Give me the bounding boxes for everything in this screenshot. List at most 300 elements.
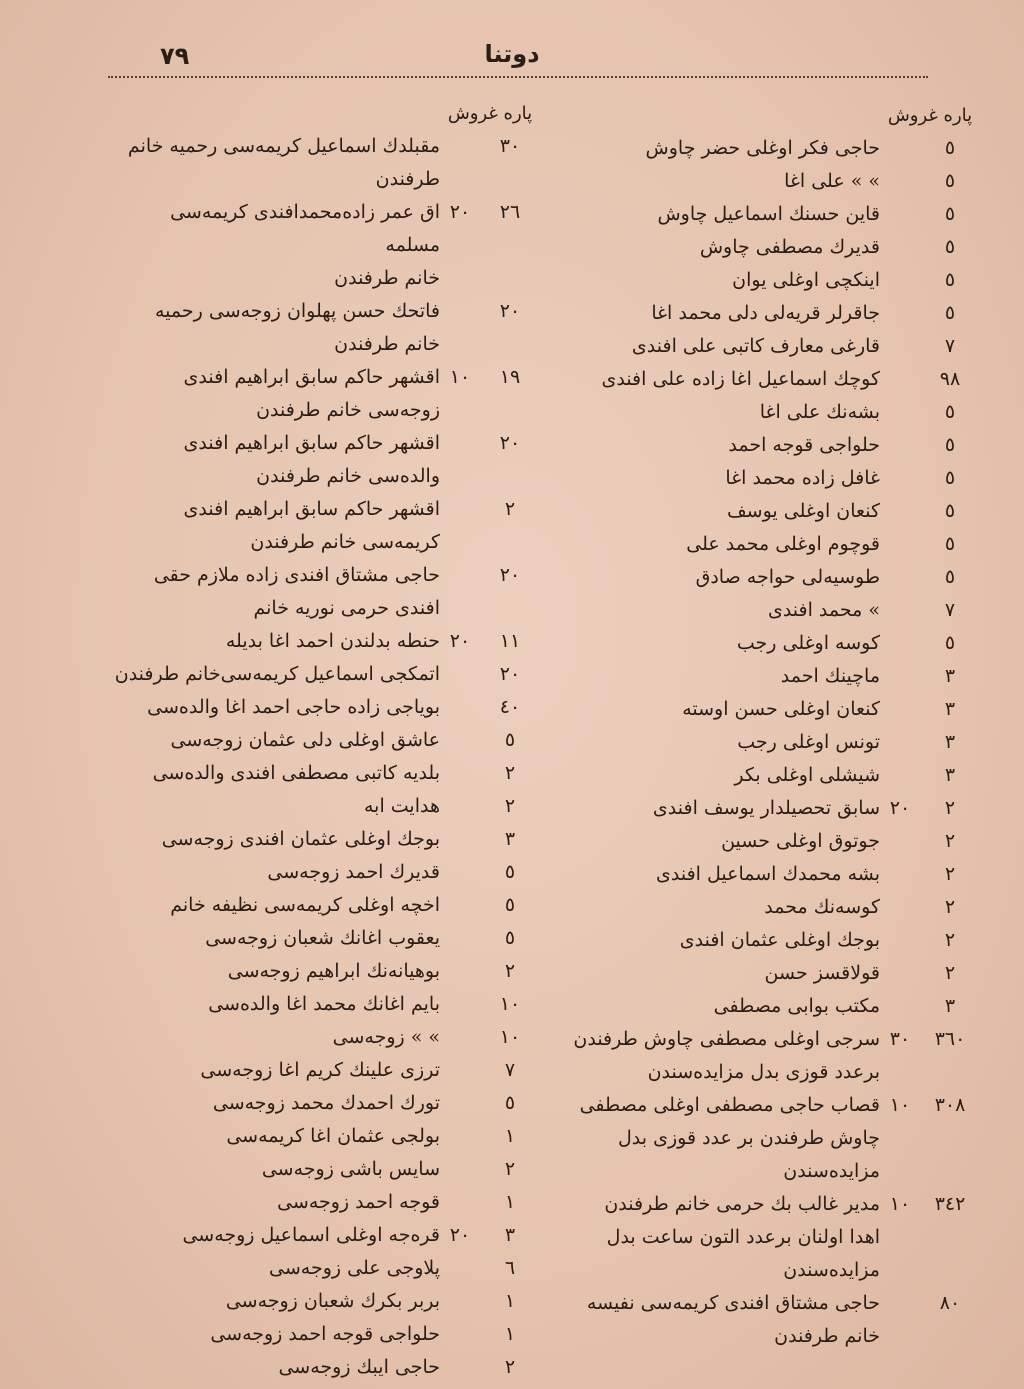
kurus-value: ٧: [944, 599, 956, 621]
donor-row: [560, 429, 980, 462]
amount-cell: [880, 660, 980, 693]
donor-row: [110, 1054, 540, 1087]
kurus-value: ٣٠٨: [934, 1094, 966, 1116]
para-value: [880, 1320, 920, 1353]
donor-row: [560, 858, 980, 891]
donor-name: حلواجی قوجه احمد زوجه‌سی: [210, 1323, 440, 1345]
para-value: [440, 790, 480, 823]
currency-header: پاره غروش: [447, 103, 533, 124]
donor-row: [110, 394, 540, 427]
amount-cell: [880, 528, 980, 561]
amount-cell: [440, 559, 540, 592]
kurus-value: [480, 526, 540, 559]
amount-cell: [440, 1318, 540, 1351]
para-value: [880, 396, 920, 429]
kurus-value: ٢٠: [499, 663, 521, 685]
amount-cell: [880, 165, 980, 198]
donor-row: [560, 132, 980, 165]
donor-name: قصاب حاجی مصطفی اوغلی مصطفی: [579, 1094, 880, 1116]
kurus-value: ٢٠: [499, 300, 521, 322]
donor-row: [560, 891, 980, 924]
donor-row: [560, 231, 980, 264]
para-value: [880, 924, 920, 957]
kurus-value: ١: [504, 1191, 516, 1213]
donor-name: فاتحك حسن پهلوان زوجه‌سی رحمیه: [155, 300, 440, 322]
kurus-value: ٥: [944, 533, 956, 555]
para-value: [440, 328, 480, 361]
amount-cell: [880, 858, 980, 891]
donor-name: چاوش طرفندن بر عدد قوزی بدل: [617, 1127, 880, 1149]
para-value: [880, 825, 920, 858]
donor-name: اق عمر زاده‌محمدافندی کریمه‌سی مسلمه: [170, 201, 440, 256]
kurus-value: ٧: [944, 335, 956, 357]
donor-name: سابق تحصیلدار یوسف افندی: [652, 797, 880, 819]
para-value: [440, 295, 480, 328]
donor-row: [110, 493, 540, 526]
donor-row: [110, 823, 540, 856]
para-value: [440, 394, 480, 427]
para-value: [440, 1153, 480, 1186]
donor-row: [560, 1155, 980, 1188]
donor-list: [560, 132, 980, 1353]
donor-name: حلواجی قوجه احمد: [728, 434, 880, 456]
donor-row: [560, 957, 980, 990]
amount-cell: [440, 460, 540, 493]
donor-row: [110, 790, 540, 823]
para-value: [440, 823, 480, 856]
donor-row: [110, 262, 540, 295]
donor-row: [110, 526, 540, 559]
donor-row: [560, 561, 980, 594]
donor-row: [110, 1120, 540, 1153]
donor-row: [560, 1287, 980, 1320]
donor-row: [110, 1219, 540, 1252]
para-value: [880, 429, 920, 462]
donor-row: [110, 1021, 540, 1054]
para-value: [440, 1054, 480, 1087]
donor-name: حنطه بدلندن احمد اغا بدیله: [225, 630, 440, 652]
donor-name: قره‌جه اوغلی اسماعیل زوجه‌سی: [182, 1224, 440, 1246]
amount-cell: [440, 988, 540, 1021]
donor-row: [560, 1188, 980, 1221]
para-value: [880, 462, 920, 495]
donor-name: مدیر غالب بك حرمی خانم طرفندن: [604, 1193, 880, 1215]
amount-cell: [880, 231, 980, 264]
amount-cell: [440, 262, 540, 295]
donor-name: بلدیه کاتبی مصطفی افندی والده‌سی: [152, 762, 440, 784]
donor-name: تونس اوغلی رجب: [737, 731, 880, 753]
kurus-value: ٢: [504, 762, 516, 784]
para-value: [880, 693, 920, 726]
para-value: [880, 231, 920, 264]
donor-name: حاجی مشتاق افندی کریمه‌سی نفیسه: [586, 1292, 880, 1314]
para-value: [440, 1021, 480, 1054]
donor-name: اقشهر حاکم سابق ابراهیم افندی: [183, 498, 440, 520]
kurus-value: ٥: [504, 861, 516, 883]
amount-cell: [880, 363, 980, 396]
amount-cell: [440, 658, 540, 691]
kurus-value: ٣: [504, 828, 516, 850]
donor-name: بربر بکرك شعبان زوجه‌سی: [225, 1290, 440, 1312]
donor-name: طرفندن: [375, 168, 440, 190]
kurus-value: ٣: [944, 995, 956, 1017]
currency-header: پاره غروش: [887, 105, 973, 126]
amount-cell: [880, 726, 980, 759]
donor-name: اهدا اولنان برعدد التون ساعت بدل: [606, 1226, 880, 1248]
kurus-value: ١٩: [499, 366, 521, 388]
donor-row: [110, 1351, 540, 1384]
donor-list: [110, 130, 540, 1384]
donor-name: طوسیه‌لی حواجه صادق: [695, 566, 880, 588]
para-value: [880, 363, 920, 396]
amount-cell: [880, 990, 980, 1023]
amount-cell: [880, 1155, 980, 1188]
kurus-value: [920, 1320, 980, 1353]
para-value: [880, 165, 920, 198]
donor-name: قولاقسز حسن: [764, 962, 880, 984]
donor-name: قاین حسنك اسماعیل چاوش: [657, 203, 880, 225]
amount-cell: [440, 1153, 540, 1186]
kurus-value: ٥: [504, 927, 516, 949]
donor-name: خانم طرفندن: [334, 333, 440, 355]
amount-cell: [440, 724, 540, 757]
kurus-value: ٣: [944, 665, 956, 687]
kurus-value: ٢: [944, 830, 956, 852]
para-value: ١٠: [889, 1094, 911, 1116]
donor-row: [110, 1087, 540, 1120]
donor-name: اتمکجی اسماعیل کریمه‌سی‌خانم طرفندن: [114, 663, 440, 685]
kurus-value: [920, 1254, 980, 1287]
kurus-value: ٢: [504, 795, 516, 817]
amount-cell: [880, 429, 980, 462]
para-value: [440, 130, 480, 163]
donor-name: حاجی ایبك زوجه‌سی: [278, 1356, 440, 1378]
para-value: [880, 957, 920, 990]
donor-name: کوسه‌نك محمد: [764, 896, 880, 918]
left-column: [110, 98, 540, 1384]
para-value: [880, 264, 920, 297]
amount-cell: [440, 493, 540, 526]
amount-cell: [440, 394, 540, 427]
amount-cell: [880, 264, 980, 297]
donor-row: [110, 922, 540, 955]
donor-row: [560, 1254, 980, 1287]
kurus-value: ٢: [504, 1158, 516, 1180]
kurus-value: [480, 592, 540, 625]
amount-cell: [440, 1285, 540, 1318]
kurus-value: ٥: [944, 566, 956, 588]
para-value: [880, 561, 920, 594]
donor-row: [110, 1153, 540, 1186]
donor-row: [110, 988, 540, 1021]
amount-cell: [880, 1188, 980, 1221]
kurus-value: ١: [504, 1323, 516, 1345]
amount-cell: [440, 1219, 540, 1252]
kurus-value: ٥: [944, 467, 956, 489]
donor-name: قوجه احمد زوجه‌سی: [277, 1191, 440, 1213]
donor-name: جوتوق اوغلی حسین: [721, 830, 880, 852]
column-header: [110, 98, 540, 130]
para-value: [440, 1252, 480, 1285]
donor-name: قدیرك احمد زوجه‌سی: [267, 861, 440, 883]
kurus-value: ٥: [944, 401, 956, 423]
donor-name: بوجك اوغلی عثمان افندی زوجه‌سی: [161, 828, 440, 850]
donor-row: [560, 825, 980, 858]
para-value: [880, 132, 920, 165]
kurus-value: ٥: [944, 500, 956, 522]
para-value: [440, 559, 480, 592]
donor-name: جاقرلر قریه‌لی دلی محمد اغا: [651, 302, 880, 324]
kurus-value: ٦: [504, 1257, 516, 1279]
donor-row: [560, 363, 980, 396]
amount-cell: [880, 1287, 980, 1320]
donor-name: اقشهر حاکم سابق ابراهیم افندی: [183, 432, 440, 454]
para-value: [440, 1318, 480, 1351]
donor-name: کنعان اوغلی حسن اوسته: [682, 698, 880, 720]
donor-row: [560, 792, 980, 825]
para-value: [440, 163, 480, 196]
kurus-value: ٢٠: [499, 564, 521, 586]
para-value: [880, 1122, 920, 1155]
donor-name: بوجك اوغلی عثمان افندی: [679, 929, 880, 951]
donor-name: عاشق اوغلی دلی عثمان زوجه‌سی: [170, 729, 440, 751]
donor-name: کوسه اوغلی رجب: [736, 632, 880, 654]
kurus-value: ٣: [944, 764, 956, 786]
donor-name: زوجه‌سی خانم طرفندن: [256, 399, 440, 421]
donor-name: ترزی علینك کریم اغا زوجه‌سی: [200, 1059, 440, 1081]
donor-name: اینکچی اوغلی یوان: [732, 269, 880, 291]
amount-cell: [880, 627, 980, 660]
para-value: [440, 955, 480, 988]
para-value: [880, 1254, 920, 1287]
kurus-value: ٥: [944, 434, 956, 456]
para-value: [880, 726, 920, 759]
donor-name: والده‌سی خانم طرفندن: [256, 465, 440, 487]
donor-name: مکتب بوابی مصطفی: [713, 995, 880, 1017]
amount-cell: [880, 759, 980, 792]
donor-name: حاجی فکر اوغلی حضر چاوش: [645, 137, 880, 159]
donor-name: سایس باشی زوجه‌سی: [261, 1158, 440, 1180]
kurus-value: ٥: [944, 137, 956, 159]
donor-row: [560, 330, 980, 363]
donor-row: [560, 1122, 980, 1155]
donor-row: [560, 297, 980, 330]
kurus-value: ١٠: [499, 1026, 521, 1048]
donor-row: [110, 724, 540, 757]
amount-cell: [880, 825, 980, 858]
amount-cell: [880, 693, 980, 726]
amount-cell: [440, 922, 540, 955]
amount-cell: [440, 889, 540, 922]
para-value: [880, 495, 920, 528]
para-value: [880, 990, 920, 1023]
amount-cell: [440, 955, 540, 988]
amount-cell: [880, 396, 980, 429]
kurus-value: ٢: [944, 896, 956, 918]
donor-row: [560, 726, 980, 759]
para-value: [880, 1056, 920, 1089]
donor-row: [560, 198, 980, 231]
para-value: [440, 1285, 480, 1318]
donor-name: سرجی اوغلی مصطفی چاوش طرفندن: [573, 1028, 880, 1050]
column-header: [560, 100, 980, 132]
para-value: [440, 1087, 480, 1120]
kurus-value: ٢: [944, 929, 956, 951]
kurus-value: [920, 1122, 980, 1155]
donor-name: قوچوم اوغلی محمد علی: [686, 533, 880, 555]
amount-cell: [440, 856, 540, 889]
donor-row: [110, 1285, 540, 1318]
donor-name: ماچینك احمد: [780, 665, 880, 687]
para-value: [880, 858, 920, 891]
donor-row: [110, 856, 540, 889]
amount-cell: [880, 462, 980, 495]
kurus-value: ٢: [504, 960, 516, 982]
kurus-value: ١١: [499, 630, 521, 652]
para-value: ١٠: [889, 1193, 911, 1215]
donor-name: » » زوجه‌سی: [332, 1026, 440, 1048]
kurus-value: ٤٠: [499, 696, 521, 718]
donor-name: پلاوجی علی زوجه‌سی: [269, 1257, 440, 1279]
donor-name: بایم اغانك محمد اغا والده‌سی: [208, 993, 440, 1015]
kurus-value: ٣: [944, 731, 956, 753]
amount-cell: [880, 1056, 980, 1089]
donor-name: برعدد قوزی بدل مزایده‌سندن: [647, 1061, 880, 1083]
donor-row: [560, 165, 980, 198]
donor-name: حاجی مشتاق افندی زاده ملازم حقی: [153, 564, 440, 586]
para-value: [880, 1221, 920, 1254]
amount-cell: [880, 1023, 980, 1056]
amount-cell: [880, 594, 980, 627]
kurus-value: [480, 394, 540, 427]
kurus-value: ١٠: [499, 993, 521, 1015]
donor-name: مزایده‌سندن: [783, 1160, 880, 1182]
donor-row: [560, 594, 980, 627]
para-value: [440, 988, 480, 1021]
amount-cell: [440, 295, 540, 328]
donor-row: [560, 462, 980, 495]
kurus-value: [480, 460, 540, 493]
donor-row: [110, 163, 540, 196]
donor-row: [110, 1252, 540, 1285]
donor-row: [560, 1023, 980, 1056]
para-value: ٢٠: [449, 630, 471, 652]
donor-row: [560, 990, 980, 1023]
amount-cell: [880, 297, 980, 330]
amount-cell: [880, 792, 980, 825]
amount-cell: [440, 1252, 540, 1285]
kurus-value: [480, 328, 540, 361]
para-value: ٢٠: [449, 201, 471, 223]
donor-row: [110, 295, 540, 328]
para-value: [880, 1155, 920, 1188]
kurus-value: ٣٠: [499, 135, 521, 157]
donor-name: خانم طرفندن: [774, 1325, 880, 1347]
kurus-value: ٥: [944, 203, 956, 225]
donor-name: بوهیانه‌نك ابراهیم زوجه‌سی: [227, 960, 440, 982]
amount-cell: [440, 196, 540, 262]
para-value: [440, 658, 480, 691]
amount-cell: [440, 823, 540, 856]
amount-cell: [880, 891, 980, 924]
para-value: [440, 493, 480, 526]
amount-cell: [440, 427, 540, 460]
para-value: [440, 262, 480, 295]
para-value: [440, 1186, 480, 1219]
para-value: [440, 856, 480, 889]
donor-row: [560, 1221, 980, 1254]
kurus-value: ٢: [504, 1356, 516, 1378]
donor-row: [110, 427, 540, 460]
donor-row: [560, 1089, 980, 1122]
donor-row: [110, 625, 540, 658]
donor-row: [110, 1318, 540, 1351]
kurus-value: ٥: [944, 236, 956, 258]
donor-name: یعقوب اغانك شعبان زوجه‌سی: [205, 927, 440, 949]
amount-cell: [880, 957, 980, 990]
kurus-value: ٣٤٢: [934, 1193, 966, 1215]
kurus-value: ٧: [504, 1059, 516, 1081]
para-value: ٢٠: [889, 797, 911, 819]
kurus-value: ٥: [504, 1092, 516, 1114]
kurus-value: ٢: [944, 863, 956, 885]
donor-row: [110, 559, 540, 592]
donor-name: » محمد افندی: [767, 599, 880, 621]
kurus-value: [480, 163, 540, 196]
amount-cell: [880, 330, 980, 363]
amount-cell: [440, 328, 540, 361]
amount-cell: [440, 757, 540, 790]
amount-cell: [440, 691, 540, 724]
donor-row: [560, 495, 980, 528]
amount-cell: [440, 790, 540, 823]
donor-name: قدیرك مصطفی چاوش: [699, 236, 880, 258]
para-value: ٢٠: [449, 1224, 471, 1246]
kurus-value: ٥: [944, 632, 956, 654]
donor-name: شیشلی اوغلی بکر: [734, 764, 880, 786]
para-value: [880, 594, 920, 627]
donor-row: [110, 196, 540, 262]
donor-row: [560, 264, 980, 297]
donor-name: اقشهر حاکم سابق ابراهیم افندی: [183, 366, 440, 388]
kurus-value: ٨٠: [939, 1292, 961, 1314]
para-value: [440, 757, 480, 790]
amount-cell: [880, 1221, 980, 1254]
header-divider: [108, 76, 928, 78]
donor-row: [110, 757, 540, 790]
amount-cell: [440, 526, 540, 559]
donor-row: [560, 693, 980, 726]
donor-name: قارغی معارف کاتبی علی افندی: [631, 335, 880, 357]
kurus-value: ٢٠: [499, 432, 521, 454]
donor-row: [560, 1056, 980, 1089]
donor-name: تورك احمدك محمد زوجه‌سی: [212, 1092, 440, 1114]
donor-name: بولجی عثمان اغا کریمه‌سی: [226, 1125, 440, 1147]
kurus-value: ٥: [504, 729, 516, 751]
donor-row: [560, 528, 980, 561]
amount-cell: [440, 1054, 540, 1087]
para-value: [440, 592, 480, 625]
para-value: [440, 691, 480, 724]
para-value: [440, 922, 480, 955]
kurus-value: ٣٦٠: [934, 1028, 966, 1050]
page-title: دوتنا: [484, 40, 540, 68]
donor-name: کوچك اسماعیل اغا زاده علی افندی: [601, 368, 880, 390]
kurus-value: ٩٨: [939, 368, 961, 390]
para-value: [880, 1287, 920, 1320]
para-value: [880, 330, 920, 363]
amount-cell: [440, 361, 540, 394]
